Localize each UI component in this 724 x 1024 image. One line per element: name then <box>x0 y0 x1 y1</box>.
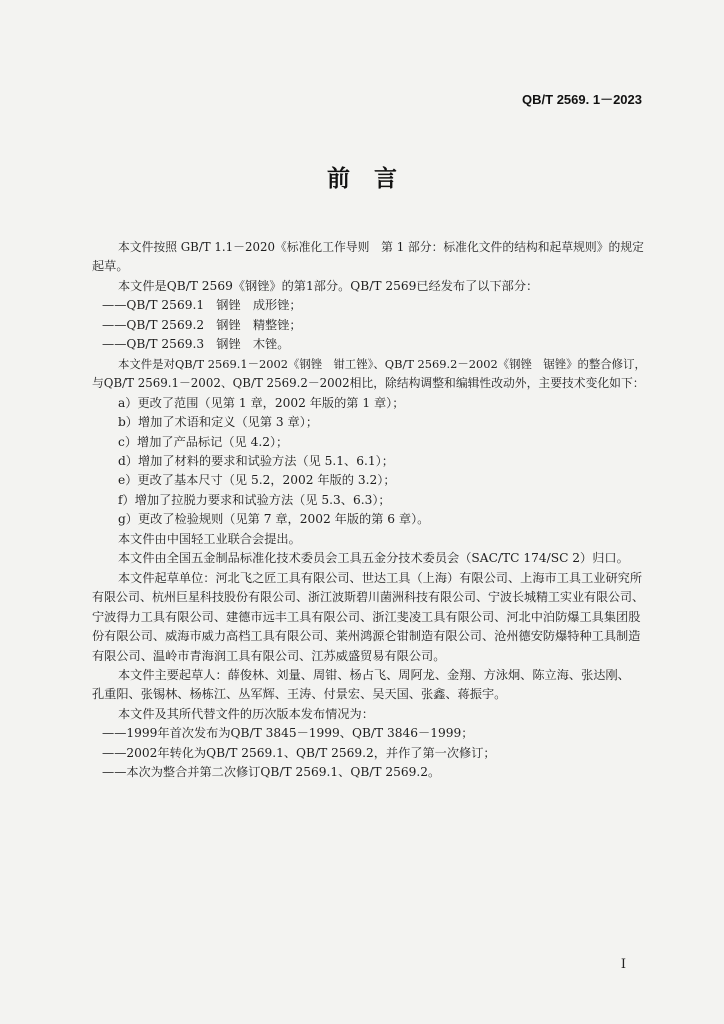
paragraph-centralized: 本文件由全国五金制品标准化技术委员会工具五金分技术委员会（SAC/TC 174/SC 2）归口。 <box>118 551 629 566</box>
history-item: ——1999年首次发布为QB/T 3845－1999、QB/T 3846－1999； <box>102 726 474 741</box>
paragraph-drafting-units-cont: 有限公司、温岭市青海润工具有限公司、江苏威盛贸易有限公司。 <box>92 648 446 663</box>
part-item: ——QB/T 2569.3 钢锉 木锉。 <box>102 337 290 352</box>
part-item: ——QB/T 2569.1 钢锉 成形锉； <box>102 298 302 313</box>
paragraph-drafting-units-cont: 宁波得力工具有限公司、建德市远丰工具有限公司、浙江斐凌工具有限公司、河北中泊防爆工具集团股 <box>92 609 641 624</box>
paragraph-revision: 本文件是对QB/T 2569.1－2002《钢锉 钳工锉》、QB/T 2569.2－2002《钢锉 锯锉》的整合修订， <box>118 356 646 371</box>
page-number: I <box>620 957 626 972</box>
paragraph-drafting-units-cont: 有限公司、杭州巨星科技股份有限公司、浙江波斯碧川菌洲科技有限公司、宁波长城精工实业有限公司、 <box>92 590 645 605</box>
paragraph-drafting-units: 本文件起草单位：河北飞之匠工具有限公司、世达工具（上海）有限公司、上海市工具工业研究所 <box>118 570 643 585</box>
paragraph-drafting-units-cont: 份有限公司、威海市威力高档工具有限公司、莱州鸿源仑钳制造有限公司、沧州德安防爆特种工具制造 <box>92 629 641 644</box>
change-item: f）增加了拉脱力要求和试验方法（见 5.3、6.3）； <box>118 492 391 507</box>
paragraph-proposer: 本文件由中国轻工业联合会提出。 <box>118 531 301 546</box>
paragraph-parts-intro: 本文件是QB/T 2569《钢锉》的第1部分。QB/T 2569已经发布了以下部分： <box>118 278 539 293</box>
paragraph-drafters: 本文件主要起草人：薛俊林、刘量、周钳、杨占飞、周阿龙、金翔、方泳炯、陈立海、张达刚、 <box>118 667 630 682</box>
document-code: QB/T 2569. 1－2023 <box>522 92 642 107</box>
paragraph-drafting-rules-cont: 起草。 <box>92 259 129 274</box>
change-item: d）增加了材料的要求和试验方法（见 5.1、6.1）； <box>118 453 394 468</box>
change-item: a）更改了范围（见第 1 章，2002 年版的第 1 章）； <box>118 395 405 410</box>
paragraph-drafters-cont: 孔重阳、张锡林、杨栋江、丛军辉、王涛、付景宏、吴天国、张鑫、蒋振宇。 <box>92 687 507 702</box>
part-item: ——QB/T 2569.2 钢锉 精整锉； <box>102 317 302 332</box>
change-item: g）更改了检验规则（见第 7 章，2002 年版的第 6 章）。 <box>118 512 430 527</box>
change-item: c）增加了产品标记（见 4.2）； <box>118 434 289 449</box>
history-item: ——2002年转化为QB/T 2569.1、QB/T 2569.2，并作了第一次修订； <box>102 745 496 760</box>
foreword-body <box>92 238 652 783</box>
paragraph-history-intro: 本文件及其所代替文件的历次版本发布情况为： <box>118 706 374 721</box>
change-item: e）更改了基本尺寸（见 5.2，2002 年版的 3.2）； <box>118 473 396 488</box>
change-item: b）增加了术语和定义（见第 3 章）； <box>118 415 319 430</box>
paragraph-revision-cont: 与QB/T 2569.1－2002、QB/T 2569.2－2002相比，除结构调整和编辑性改动外，主要技术变化如下： <box>92 376 645 391</box>
paragraph-drafting-rules: 本文件按照 GB/T 1.1－2020《标准化工作导则 第 1 部分：标准化文件的结构和起草规则》的规定 <box>118 240 644 254</box>
history-item: ——本次为整合并第二次修订QB/T 2569.1、QB/T 2569.2。 <box>102 765 441 780</box>
page-title: 前言 <box>327 165 421 192</box>
